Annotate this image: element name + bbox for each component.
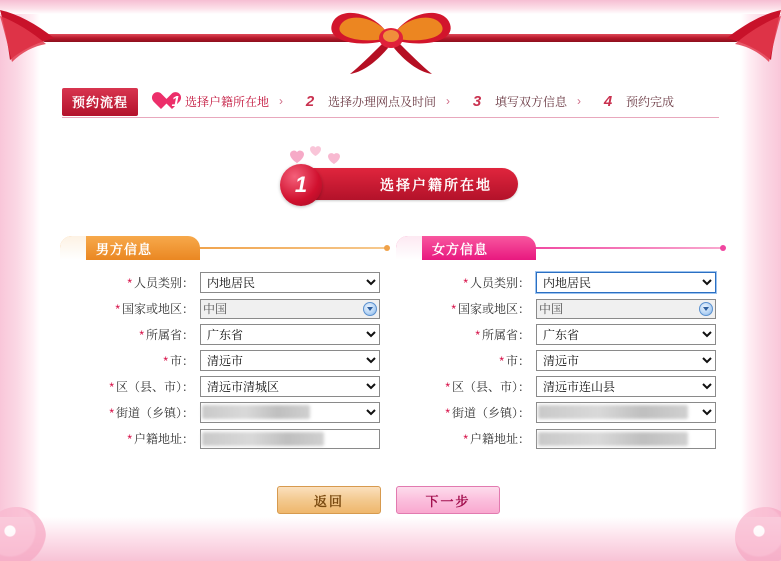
step-label-3: 填写双方信息: [495, 94, 568, 109]
female-fields: [396, 272, 726, 449]
male-street-masked-value: [202, 405, 310, 419]
required-mark: *: [127, 276, 132, 290]
chevron-down-icon[interactable]: [699, 302, 713, 316]
female-address-row: [396, 428, 726, 449]
male-address-input-wrap[interactable]: [200, 429, 380, 449]
male-person-type-label: * 人员类别：: [127, 276, 194, 290]
male-panel-tab: [60, 236, 200, 260]
step-arrow-icon-3: ›: [577, 94, 582, 108]
female-country-combo[interactable]: [536, 299, 716, 319]
male-person-type-select[interactable]: [200, 272, 380, 293]
step-label-1: 选择户籍所在地: [185, 94, 270, 109]
step-item-4[interactable]: [595, 90, 674, 112]
step-number-badge-2: 2: [305, 92, 315, 110]
ribbon-tail-right-icon: [701, 8, 781, 76]
male-province-label: * 所属省：: [139, 328, 194, 342]
female-country-input[interactable]: [536, 299, 716, 319]
step-label-2: 选择办理网点及时间: [328, 94, 437, 109]
female-city-label: * 市：: [499, 354, 530, 368]
back-button[interactable]: 返回: [277, 486, 381, 514]
section-title-text: 选择户籍所在地: [380, 177, 492, 193]
male-country-label: * 国家或地区：: [115, 302, 194, 316]
male-fields: [60, 272, 390, 449]
male-country-combo[interactable]: [200, 299, 380, 319]
male-street-row: [60, 402, 390, 423]
male-tab-notch: [60, 236, 86, 260]
male-city-label: * 市：: [163, 354, 194, 368]
male-address-label: * 户籍地址：: [127, 432, 194, 446]
required-mark: *: [463, 432, 468, 446]
male-country-input[interactable]: [200, 299, 380, 319]
female-province-label: * 所属省：: [475, 328, 530, 342]
step-label-4: 预约完成: [626, 94, 675, 109]
required-mark: *: [127, 432, 132, 446]
female-district-select[interactable]: [536, 376, 716, 397]
required-mark: *: [163, 354, 168, 368]
female-country-row: [396, 298, 726, 319]
required-mark: *: [109, 380, 114, 394]
female-tab-notch: [396, 236, 422, 260]
male-city-select[interactable]: [200, 350, 380, 371]
section-title: [280, 168, 518, 204]
male-person-type-row: [60, 272, 390, 293]
female-district-label: * 区（县、市）：: [445, 380, 530, 394]
female-panel-tab-label: 女方信息: [432, 241, 489, 257]
male-street-select-wrap[interactable]: [200, 402, 380, 423]
required-mark: *: [445, 380, 450, 394]
female-street-label: * 街道（乡镇）：: [445, 406, 530, 420]
step-arrow-icon-2: ›: [446, 94, 451, 108]
process-steps-bar: [62, 88, 719, 118]
male-address-row: [60, 428, 390, 449]
required-mark: *: [139, 328, 144, 342]
step-item-1[interactable]: [154, 90, 283, 112]
required-mark: *: [109, 406, 114, 420]
step-item-3[interactable]: [464, 90, 581, 112]
female-address-masked-value: [538, 432, 688, 446]
male-country-row: [60, 298, 390, 319]
required-mark: *: [463, 276, 468, 290]
female-street-row: [396, 402, 726, 423]
decorative-right-border: [741, 0, 781, 561]
decorative-left-border: [0, 0, 40, 561]
female-info-panel: [396, 236, 726, 454]
ribbon-tail-left-icon: [0, 8, 80, 76]
step-number-badge-1: 1: [154, 90, 180, 112]
male-address-masked-value: [202, 432, 324, 446]
required-mark: *: [475, 328, 480, 342]
female-country-label: * 国家或地区：: [451, 302, 530, 316]
female-district-row: [396, 376, 726, 397]
female-street-select-wrap[interactable]: [536, 402, 716, 423]
step-arrow-icon-1: ›: [279, 94, 284, 108]
section-title-pill: [298, 168, 518, 200]
required-mark: *: [499, 354, 504, 368]
male-panel-header: [60, 236, 390, 260]
required-mark: *: [445, 406, 450, 420]
step-number-badge-4: 4: [603, 92, 613, 110]
female-street-masked-value: [538, 405, 688, 419]
form-actions: [0, 486, 781, 518]
female-province-select[interactable]: [536, 324, 716, 345]
female-person-type-row: [396, 272, 726, 293]
male-info-panel: [60, 236, 390, 454]
male-district-row: [60, 376, 390, 397]
male-province-row: [60, 324, 390, 345]
chevron-down-icon[interactable]: [363, 302, 377, 316]
section-title-number: 1: [280, 164, 322, 206]
male-district-label: * 区（县、市）：: [109, 380, 194, 394]
male-panel-tab-label: 男方信息: [96, 241, 153, 257]
step-number-badge-3: 3: [472, 92, 482, 110]
female-city-row: [396, 350, 726, 371]
step-item-2[interactable]: [297, 90, 450, 112]
female-person-type-select[interactable]: [536, 272, 716, 293]
female-panel-header: [396, 236, 726, 260]
male-header-rule: [190, 247, 386, 249]
process-step-list: [154, 90, 719, 112]
male-street-label: * 街道（乡镇）：: [109, 406, 194, 420]
process-label: 预约流程: [62, 88, 138, 116]
female-address-label: * 户籍地址：: [463, 432, 530, 446]
male-province-select[interactable]: [200, 324, 380, 345]
required-mark: *: [451, 302, 456, 316]
female-province-row: [396, 324, 726, 345]
next-step-button[interactable]: 下一步: [396, 486, 500, 514]
decorative-bottom-border: [0, 517, 781, 561]
female-panel-tab: [396, 236, 536, 260]
male-district-select[interactable]: [200, 376, 380, 397]
female-header-rule: [526, 247, 722, 249]
ribbon-banner: [0, 8, 781, 74]
female-address-input-wrap[interactable]: [536, 429, 716, 449]
ribbon-bow-icon: [316, 4, 466, 78]
required-mark: *: [115, 302, 120, 316]
female-person-type-label: * 人员类别：: [463, 276, 530, 290]
female-city-select[interactable]: [536, 350, 716, 371]
male-city-row: [60, 350, 390, 371]
